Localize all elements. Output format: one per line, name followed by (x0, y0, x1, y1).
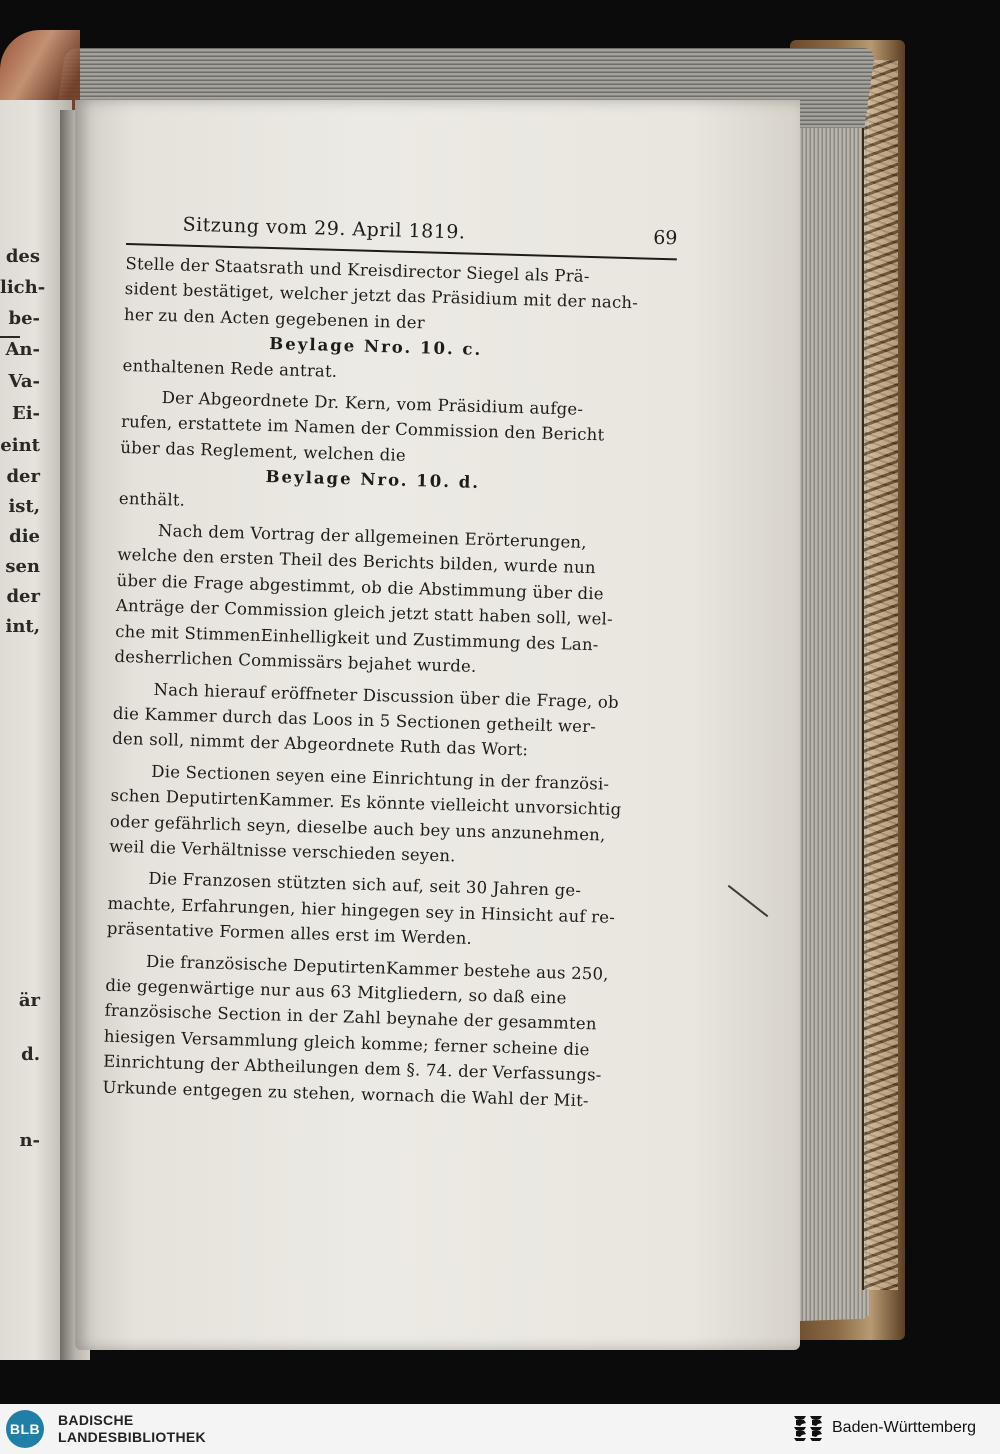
state-name[interactable]: Baden-Württemberg (832, 1419, 977, 1436)
left-page-fragment: die (9, 526, 40, 547)
appendix-reference: Beylage Nro. 10. d. (265, 467, 481, 493)
left-page-fragment: lich- (0, 277, 46, 298)
left-page-fragment: ist, (8, 496, 40, 517)
left-page-fragment: der (6, 586, 40, 607)
text-line: Einrichtung der Abtheilungen dem §. 74. der Verfassungs- (102, 1051, 602, 1085)
text-line: Der Abgeordnete Dr. Kern, vom Präsidium aufge- (161, 388, 584, 419)
text-line: machte, Erfahrungen, hier hingegen sey in Hinsicht auf re- (107, 893, 616, 927)
left-page-fragment: sen (5, 556, 40, 577)
page-fore-edge (790, 59, 870, 1322)
page-text-block (102, 210, 678, 1114)
text-line: enthält. (118, 488, 186, 510)
text-line: schen DeputirtenKammer. Es könnte vielleicht unvorsichtig (110, 785, 622, 820)
text-line: her zu den Acten gegebenen in der (123, 304, 426, 333)
text-line: desherrlichen Commissärs bejahet wurde. (114, 646, 477, 677)
pencil-mark (728, 885, 769, 917)
left-page-fragment: An- (5, 339, 40, 360)
running-head (126, 210, 678, 255)
left-page-fragment: der (6, 466, 40, 487)
text-line: Die Franzosen stützten sich auf, seit 30 Jahren ge- (148, 869, 582, 901)
left-page-fragment: int, (5, 616, 40, 637)
blb-logo[interactable]: BLB (6, 1410, 44, 1448)
text-line: über das Reglement, welchen die (120, 437, 407, 465)
text-line: che mit StimmenEinhelligkeit und Zustimmung des Lan- (114, 621, 599, 655)
text-line: Anträge der Commission gleich jetzt statt haben soll, wel- (115, 596, 614, 630)
text-line: enthaltenen Rede antrat. (122, 355, 338, 381)
text-line: Nach hierauf eröffneter Discussion über die Frage, ob (153, 679, 620, 712)
library-name-line1: BADISCHE (58, 1412, 134, 1428)
text-line: die Kammer durch das Loos in 5 Sectionen getheilt wer- (112, 703, 597, 737)
left-page-fragment: är (18, 990, 40, 1011)
text-line: die gegenwärtige nur aus 63 Mitgliedern, so daß eine (105, 975, 567, 1008)
text-line: hiesigen Versammlung gleich komme; ferner scheine die (103, 1026, 590, 1060)
text-line: Die Sectionen seyen eine Einrichtung in der französi- (151, 761, 610, 794)
text-line: Urkunde entgegen zu stehen, wornach die Wahl der Mit- (102, 1077, 590, 1110)
text-line: rufen, erstattete im Namen der Commission den Bericht (120, 412, 605, 445)
text-line: Stelle der Staatsrath und Kreisdirector Siegel als Prä- (125, 253, 590, 286)
right-page (75, 100, 800, 1350)
text-line: über die Frage abgestimmt, ob die Abstimmung über die (116, 570, 605, 604)
text-line: weil die Verhältnisse verschieden seyen. (108, 836, 456, 866)
page-number: 69 (652, 226, 678, 250)
footer-bar (0, 1404, 1000, 1454)
left-page-fragment: eint (0, 435, 40, 456)
left-page-fragment: d. (21, 1044, 40, 1065)
text-line: sident bestätiget, welcher jetzt das Präsidium mit der nach- (124, 279, 639, 313)
left-page-fragment: des (5, 246, 40, 267)
library-name[interactable] (58, 1412, 206, 1446)
text-line: den soll, nimmt der Abgeordnete Ruth das Wort: (111, 729, 529, 760)
left-page-fragment: Va- (8, 371, 40, 392)
text-line: oder gefährlich seyn, dieselbe auch bey uns anzunehmen, (109, 811, 606, 845)
library-name-line2: LANDESBIBLIOTHEK (58, 1429, 206, 1445)
body-text (102, 251, 651, 1114)
marbled-cover-edge (862, 60, 898, 1290)
text-line: welche den ersten Theil des Berichts bilden, wurde nun (117, 545, 597, 578)
left-page-fragment: Ei- (11, 403, 40, 424)
text-line: Die französische DeputirtenKammer bestehe aus 250, (145, 951, 609, 984)
appendix-reference: Beylage Nro. 10. c. (269, 334, 483, 360)
text-line: präsentative Formen alles erst im Werden. (106, 918, 473, 949)
left-page-rule (0, 336, 20, 338)
running-head-title: Sitzung vom 29. April 1819. (182, 213, 466, 244)
text-line: Nach dem Vortrag der allgemeinen Erörterungen, (157, 521, 587, 553)
text-line: französische Section in der Zahl beynahe der gesammten (104, 1001, 597, 1034)
left-page-fragment: n- (19, 1130, 40, 1151)
left-page-fragment: be- (8, 308, 40, 329)
lions-coat-of-arms-icon[interactable] (792, 1412, 824, 1446)
